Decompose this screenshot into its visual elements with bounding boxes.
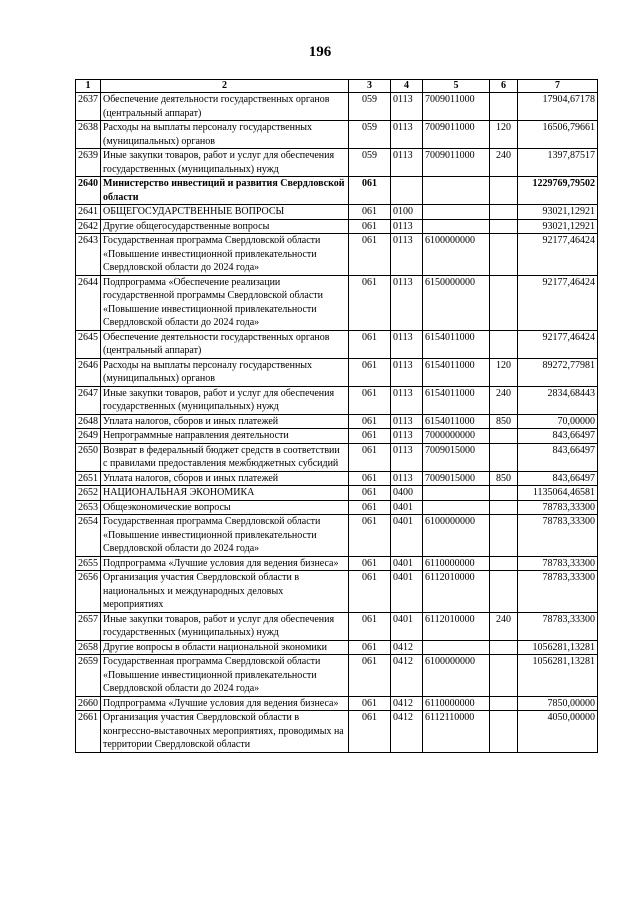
section-code-cell: 0401 xyxy=(391,500,423,515)
department-code-cell: 061 xyxy=(349,219,391,234)
amount-cell: 78783,33300 xyxy=(518,556,598,571)
expense-type-cell: 120 xyxy=(490,358,518,386)
target-article-cell: 6100000000 xyxy=(423,234,490,276)
table-body xyxy=(76,93,598,753)
amount-cell: 16506,79661 xyxy=(518,121,598,149)
section-code-cell: 0113 xyxy=(391,234,423,276)
item-name-cell: Подпрограмма «Лучшие условия для ведения бизнеса» xyxy=(101,696,349,711)
target-article-cell: 6154011000 xyxy=(423,386,490,414)
target-article-cell xyxy=(423,177,490,205)
item-name-cell: Общеэкономические вопросы xyxy=(101,500,349,515)
expense-type-cell xyxy=(490,234,518,276)
row-number-cell: 2658 xyxy=(76,640,101,655)
target-article-cell: 6154011000 xyxy=(423,358,490,386)
department-code-cell: 061 xyxy=(349,275,391,330)
item-name-cell: Уплата налогов, сборов и иных платежей xyxy=(101,471,349,486)
row-number-cell: 2650 xyxy=(76,443,101,471)
expense-type-cell xyxy=(490,177,518,205)
section-code-cell: 0401 xyxy=(391,571,423,613)
department-code-cell: 059 xyxy=(349,93,391,121)
expense-type-cell: 240 xyxy=(490,612,518,640)
table-row xyxy=(76,219,598,234)
table-row xyxy=(76,358,598,386)
header-cell-1: 1 xyxy=(76,80,101,93)
section-code-cell: 0100 xyxy=(391,205,423,220)
table-row xyxy=(76,556,598,571)
row-number-cell: 2649 xyxy=(76,429,101,444)
amount-cell: 1397,87517 xyxy=(518,149,598,177)
amount-cell: 93021,12921 xyxy=(518,219,598,234)
section-code-cell: 0113 xyxy=(391,443,423,471)
department-code-cell: 061 xyxy=(349,515,391,557)
item-name-cell: Организация участия Свердловской области в конгрессно-выставочных мероприятиях, проводимых на территории Свердловской области xyxy=(101,711,349,753)
target-article-cell xyxy=(423,205,490,220)
amount-cell: 70,00000 xyxy=(518,414,598,429)
row-number-cell: 2642 xyxy=(76,219,101,234)
expense-type-cell: 850 xyxy=(490,471,518,486)
row-number-cell: 2641 xyxy=(76,205,101,220)
table-row xyxy=(76,330,598,358)
department-code-cell: 061 xyxy=(349,696,391,711)
row-number-cell: 2652 xyxy=(76,486,101,501)
amount-cell: 1229769,79502 xyxy=(518,177,598,205)
department-code-cell: 061 xyxy=(349,500,391,515)
expense-type-cell xyxy=(490,640,518,655)
target-article-cell: 6154011000 xyxy=(423,414,490,429)
header-cell-5: 5 xyxy=(423,80,490,93)
table-row xyxy=(76,177,598,205)
department-code-cell: 061 xyxy=(349,330,391,358)
target-article-cell: 6154011000 xyxy=(423,330,490,358)
page-number: 196 xyxy=(308,44,332,60)
expense-type-cell xyxy=(490,515,518,557)
row-number-cell: 2645 xyxy=(76,330,101,358)
amount-cell: 843,66497 xyxy=(518,471,598,486)
header-cell-2: 2 xyxy=(101,80,349,93)
table-row xyxy=(76,612,598,640)
expense-type-cell xyxy=(490,93,518,121)
target-article-cell xyxy=(423,640,490,655)
department-code-cell: 059 xyxy=(349,149,391,177)
target-article-cell xyxy=(423,500,490,515)
department-code-cell: 061 xyxy=(349,711,391,753)
table-row xyxy=(76,149,598,177)
department-code-cell: 061 xyxy=(349,571,391,613)
target-article-cell: 6112110000 xyxy=(423,711,490,753)
target-article-cell: 7009015000 xyxy=(423,471,490,486)
section-code-cell: 0401 xyxy=(391,612,423,640)
row-number-cell: 2653 xyxy=(76,500,101,515)
amount-cell: 78783,33300 xyxy=(518,515,598,557)
expense-type-cell xyxy=(490,330,518,358)
item-name-cell: Иные закупки товаров, работ и услуг для обеспечения государственных (муниципальных) нужд xyxy=(101,149,349,177)
target-article-cell: 7009011000 xyxy=(423,121,490,149)
item-name-cell: Иные закупки товаров, работ и услуг для обеспечения государственных (муниципальных) нужд xyxy=(101,612,349,640)
item-name-cell: Государственная программа Свердловской области «Повышение инвестиционной привлекательности Свердловской области до 2024 года» xyxy=(101,655,349,697)
item-name-cell: Возврат в федеральный бюджет средств в соответствии с правилами предоставления межбюджетных субсидий xyxy=(101,443,349,471)
section-code-cell: 0412 xyxy=(391,640,423,655)
expense-type-cell xyxy=(490,500,518,515)
item-name-cell: Другие общегосударственные вопросы xyxy=(101,219,349,234)
expense-type-cell xyxy=(490,275,518,330)
section-code-cell: 0113 xyxy=(391,149,423,177)
amount-cell: 1135064,46581 xyxy=(518,486,598,501)
section-code-cell: 0113 xyxy=(391,429,423,444)
expense-type-cell: 850 xyxy=(490,414,518,429)
expense-type-cell xyxy=(490,429,518,444)
row-number-cell: 2644 xyxy=(76,275,101,330)
target-article-cell xyxy=(423,486,490,501)
table-row xyxy=(76,655,598,697)
expense-type-cell xyxy=(490,219,518,234)
row-number-cell: 2648 xyxy=(76,414,101,429)
target-article-cell: 6112010000 xyxy=(423,571,490,613)
row-number-cell: 2654 xyxy=(76,515,101,557)
table-row xyxy=(76,696,598,711)
item-name-cell: Уплата налогов, сборов и иных платежей xyxy=(101,414,349,429)
amount-cell: 843,66497 xyxy=(518,429,598,444)
header-cell-3: 3 xyxy=(349,80,391,93)
table-row xyxy=(76,275,598,330)
department-code-cell: 061 xyxy=(349,429,391,444)
item-name-cell: Обеспечение деятельности государственных органов (центральный аппарат) xyxy=(101,93,349,121)
item-name-cell: Государственная программа Свердловской области «Повышение инвестиционной привлекательности Свердловской области до 2024 года» xyxy=(101,515,349,557)
amount-cell: 78783,33300 xyxy=(518,571,598,613)
expense-type-cell xyxy=(490,443,518,471)
item-name-cell: Министерство инвестиций и развития Свердловской области xyxy=(101,177,349,205)
department-code-cell: 059 xyxy=(349,121,391,149)
target-article-cell: 6112010000 xyxy=(423,612,490,640)
expense-type-cell xyxy=(490,696,518,711)
target-article-cell: 7009015000 xyxy=(423,443,490,471)
target-article-cell: 7000000000 xyxy=(423,429,490,444)
row-number-cell: 2639 xyxy=(76,149,101,177)
table-row xyxy=(76,429,598,444)
expense-type-cell xyxy=(490,655,518,697)
expense-type-cell: 240 xyxy=(490,386,518,414)
header-cell-4: 4 xyxy=(391,80,423,93)
section-code-cell: 0113 xyxy=(391,219,423,234)
item-name-cell: Расходы на выплаты персоналу государственных (муниципальных) органов xyxy=(101,358,349,386)
table-row xyxy=(76,500,598,515)
department-code-cell: 061 xyxy=(349,358,391,386)
row-number-cell: 2651 xyxy=(76,471,101,486)
item-name-cell: Подпрограмма «Лучшие условия для ведения бизнеса» xyxy=(101,556,349,571)
department-code-cell: 061 xyxy=(349,655,391,697)
table-row xyxy=(76,121,598,149)
row-number-cell: 2659 xyxy=(76,655,101,697)
department-code-cell: 061 xyxy=(349,386,391,414)
section-code-cell: 0113 xyxy=(391,471,423,486)
table-row xyxy=(76,640,598,655)
section-code-cell: 0113 xyxy=(391,93,423,121)
amount-cell: 89272,77981 xyxy=(518,358,598,386)
table-row xyxy=(76,471,598,486)
amount-cell: 2834,68443 xyxy=(518,386,598,414)
section-code-cell: 0412 xyxy=(391,711,423,753)
row-number-cell: 2647 xyxy=(76,386,101,414)
budget-table xyxy=(75,79,598,753)
table-row xyxy=(76,205,598,220)
section-code-cell: 0401 xyxy=(391,556,423,571)
target-article-cell: 7009011000 xyxy=(423,149,490,177)
item-name-cell: Государственная программа Свердловской области «Повышение инвестиционной привлекательности Свердловской области до 2024 года» xyxy=(101,234,349,276)
amount-cell: 78783,33300 xyxy=(518,500,598,515)
section-code-cell: 0113 xyxy=(391,414,423,429)
amount-cell: 843,66497 xyxy=(518,443,598,471)
section-code-cell: 0401 xyxy=(391,515,423,557)
item-name-cell: Непрограммные направления деятельности xyxy=(101,429,349,444)
row-number-cell: 2657 xyxy=(76,612,101,640)
row-number-cell: 2646 xyxy=(76,358,101,386)
amount-cell: 92177,46424 xyxy=(518,275,598,330)
item-name-cell: Подпрограмма «Обеспечение реализации государственной программы Свердловской области «Повышение инвестиционной привлекательности Свердловской области до 2024 года» xyxy=(101,275,349,330)
table-row xyxy=(76,386,598,414)
item-name-cell: ОБЩЕГОСУДАРСТВЕННЫЕ ВОПРОСЫ xyxy=(101,205,349,220)
item-name-cell: Обеспечение деятельности государственных органов (центральный аппарат) xyxy=(101,330,349,358)
item-name-cell: Расходы на выплаты персоналу государственных (муниципальных) органов xyxy=(101,121,349,149)
table-row xyxy=(76,571,598,613)
table-row xyxy=(76,711,598,753)
table-row xyxy=(76,486,598,501)
section-code-cell: 0412 xyxy=(391,696,423,711)
target-article-cell: 6110000000 xyxy=(423,696,490,711)
item-name-cell: НАЦИОНАЛЬНАЯ ЭКОНОМИКА xyxy=(101,486,349,501)
amount-cell: 7850,00000 xyxy=(518,696,598,711)
amount-cell: 17904,67178 xyxy=(518,93,598,121)
target-article-cell: 6110000000 xyxy=(423,556,490,571)
expense-type-cell xyxy=(490,571,518,613)
department-code-cell: 061 xyxy=(349,612,391,640)
expense-type-cell: 120 xyxy=(490,121,518,149)
section-code-cell: 0113 xyxy=(391,121,423,149)
target-article-cell: 7009011000 xyxy=(423,93,490,121)
section-code-cell xyxy=(391,177,423,205)
department-code-cell: 061 xyxy=(349,234,391,276)
expense-type-cell: 240 xyxy=(490,149,518,177)
target-article-cell: 6100000000 xyxy=(423,515,490,557)
section-code-cell: 0412 xyxy=(391,655,423,697)
section-code-cell: 0113 xyxy=(391,330,423,358)
department-code-cell: 061 xyxy=(349,640,391,655)
department-code-cell: 061 xyxy=(349,471,391,486)
department-code-cell: 061 xyxy=(349,556,391,571)
department-code-cell: 061 xyxy=(349,486,391,501)
department-code-cell: 061 xyxy=(349,414,391,429)
table-row xyxy=(76,414,598,429)
amount-cell: 93021,12921 xyxy=(518,205,598,220)
item-name-cell: Другие вопросы в области национальной экономики xyxy=(101,640,349,655)
section-code-cell: 0113 xyxy=(391,275,423,330)
header-cell-6: 6 xyxy=(490,80,518,93)
item-name-cell: Организация участия Свердловской области в национальных и международных деловых мероприятиях xyxy=(101,571,349,613)
table-row xyxy=(76,515,598,557)
row-number-cell: 2656 xyxy=(76,571,101,613)
table-row xyxy=(76,443,598,471)
header-row xyxy=(76,80,598,93)
expense-type-cell xyxy=(490,205,518,220)
row-number-cell: 2660 xyxy=(76,696,101,711)
amount-cell: 1056281,13281 xyxy=(518,655,598,697)
target-article-cell xyxy=(423,219,490,234)
row-number-cell: 2637 xyxy=(76,93,101,121)
row-number-cell: 2638 xyxy=(76,121,101,149)
header-cell-7: 7 xyxy=(518,80,598,93)
expense-type-cell xyxy=(490,556,518,571)
department-code-cell: 061 xyxy=(349,177,391,205)
table-row xyxy=(76,234,598,276)
row-number-cell: 2661 xyxy=(76,711,101,753)
target-article-cell: 6100000000 xyxy=(423,655,490,697)
row-number-cell: 2655 xyxy=(76,556,101,571)
section-code-cell: 0400 xyxy=(391,486,423,501)
section-code-cell: 0113 xyxy=(391,358,423,386)
table-row xyxy=(76,93,598,121)
section-code-cell: 0113 xyxy=(391,386,423,414)
amount-cell: 92177,46424 xyxy=(518,234,598,276)
row-number-cell: 2643 xyxy=(76,234,101,276)
target-article-cell: 6150000000 xyxy=(423,275,490,330)
amount-cell: 92177,46424 xyxy=(518,330,598,358)
item-name-cell: Иные закупки товаров, работ и услуг для обеспечения государственных (муниципальных) нужд xyxy=(101,386,349,414)
expense-type-cell xyxy=(490,711,518,753)
department-code-cell: 061 xyxy=(349,443,391,471)
amount-cell: 1056281,13281 xyxy=(518,640,598,655)
row-number-cell: 2640 xyxy=(76,177,101,205)
department-code-cell: 061 xyxy=(349,205,391,220)
expense-type-cell xyxy=(490,486,518,501)
amount-cell: 4050,00000 xyxy=(518,711,598,753)
amount-cell: 78783,33300 xyxy=(518,612,598,640)
